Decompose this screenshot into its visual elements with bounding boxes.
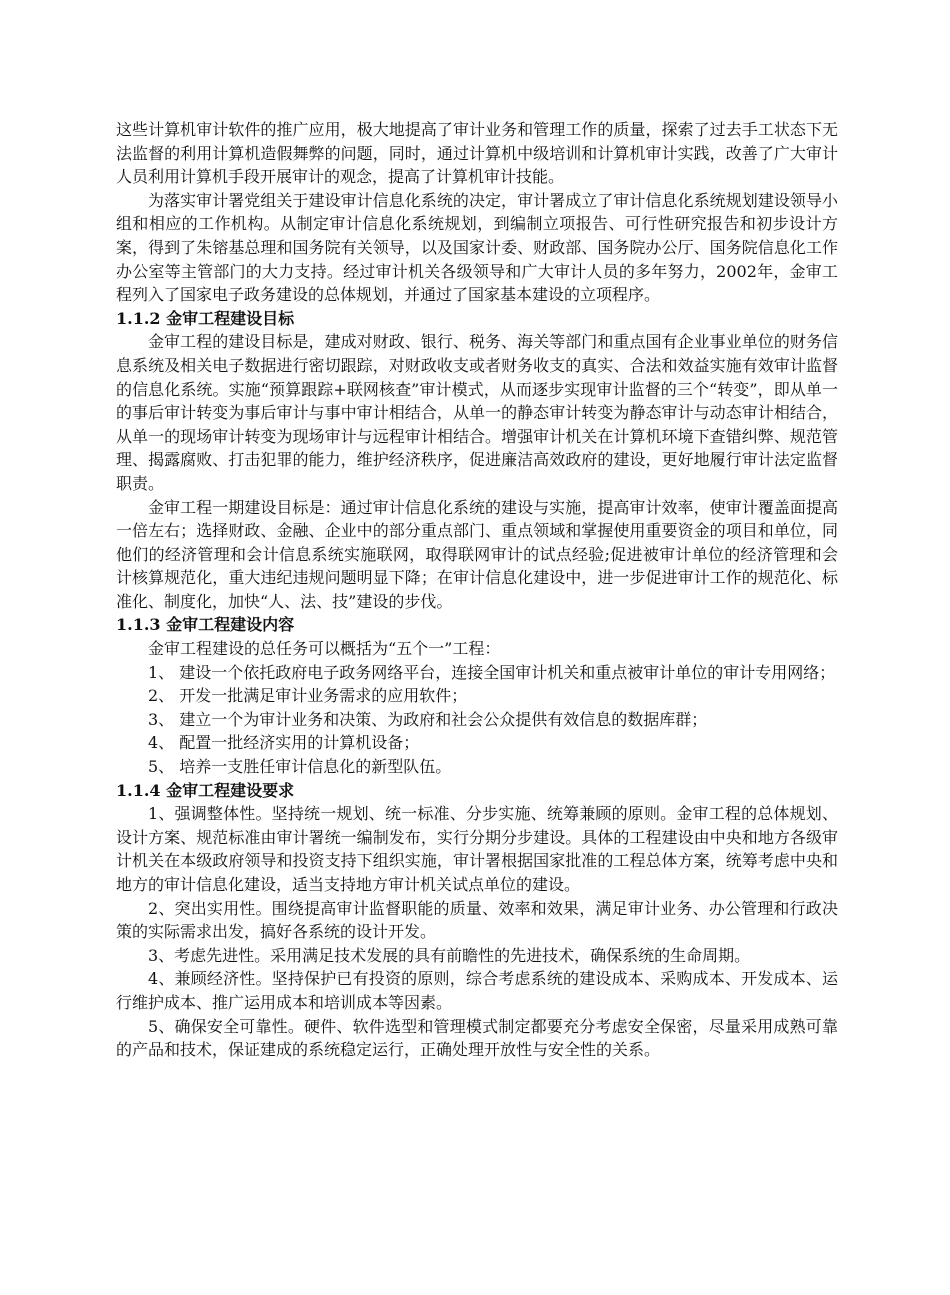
section-1-1-2-paragraph-1: 金审工程的建设目标是，建成对财政、银行、税务、海关等部门和重点国有企业事业单位的财务信息系统及相关电子数据进行密切跟踪，对财政收支或者财务收支的真实、合法和效益实施有效审计监督的信息化系统。实施“预算跟踪+联网核查”审计模式，从而逐步实现审计监督的三个“转变”，即从单一的事后审计转变为事后审计与事中审计相结合，从单一的静态审计转变为静态审计与动态审计相结合，从单一的现场审计转变为现场审计与远程审计相结合。增强审计机关在计算机环境下查错纠弊、规范管理、揭露腐败、打击犯罪的能力，维护经济秩序，促进廉洁高效政府的建设，更好地履行审计法定监督职责。 bbox=[116, 332, 838, 493]
section-heading-1-1-3: 1.1.3 金审工程建设内容 bbox=[116, 615, 295, 635]
intro-paragraph-2: 为落实审计署党组关于建设审计信息化系统的决定，审计署成立了审计信息化系统规划建设领导小组和相应的工作机构。从制定审计信息化系统规划，到编制立项报告、可行性研究报告和初步设计方案，得到了朱镕基总理和国务院有关领导，以及国家计委、财政部、国务院办公厅、国务院信息化工作办公室等主管部门的大力支持。经过审计机关各级领导和广大审计人员的多年努力，2002年，金审工程列入了国家电子政务建设的总体规划，并通过了国家基本建设的立项程序。 bbox=[116, 190, 838, 305]
requirement-paragraph-4: 4、兼顾经济性。坚持保护已有投资的原则，综合考虑系统的建设成本、采购成本、开发成本、运行维护成本、推广运用成本和培训成本等因素。 bbox=[116, 969, 838, 1012]
requirement-paragraph-1: 1、强调整体性。坚持统一规划、统一标准、分步实施、统筹兼顾的原则。金审工程的总体规划、设计方案、规范标准由审计署统一编制发布，实行分期分步建设。具体的工程建设由中央和地方各级审计机关在本级政府领导和投资支持下组织实施，审计署根据国家批准的工程总体方案，统筹考虑中央和地方的审计信息化建设，适当支持地方审计机关试点单位的建设。 bbox=[116, 804, 838, 894]
list-item: 1、 建设一个依托政府电子政务网络平台，连接全国审计机关和重点被审计单位的审计专用网络； bbox=[148, 662, 836, 682]
list-item: 2、 开发一批满足审计业务需求的应用软件； bbox=[148, 686, 468, 706]
requirement-paragraph-5: 5、确保安全可靠性。硬件、软件选型和管理模式制定都要充分考虑安全保密，尽量采用成熟可靠的产品和技术，保证建成的系统稳定运行，正确处理开放性与安全性的关系。 bbox=[116, 1016, 838, 1060]
intro-paragraph-1: 这些计算机审计软件的推广应用，极大地提高了审计业务和管理工作的质量，探索了过去手工状态下无法监督的利用计算机造假舞弊的问题，同时，通过计算机中级培训和计算机审计实践，改善了广大审计人员利用计算机手段开展审计的观念，提高了计算机审计技能。 bbox=[116, 120, 838, 187]
requirement-paragraph-3: 3、考虑先进性。采用满足技术发展的具有前瞻性的先进技术，确保系统的生命周期。 bbox=[148, 945, 751, 965]
section-heading-1-1-4: 1.1.4 金审工程建设要求 bbox=[116, 780, 295, 800]
section-1-1-2-paragraph-2: 金审工程一期建设目标是：通过审计信息化系统的建设与实施，提高审计效率，使审计覆盖面提高一倍左右；选择财政、金融、企业中的部分重点部门、重点领域和掌握使用重要资金的项目和单位，同他们的经济管理和会计信息系统实施联网，取得联网审计的试点经验;促进被审计单位的经济管理和会计核算规范化，重大违纪违规问题明显下降；在审计信息化建设中，进一步促进审计工作的规范化、标准化、制度化，加快“人、法、技”建设的步伐。 bbox=[116, 497, 838, 611]
list-item: 3、 建立一个为审计业务和决策、为政府和社会公众提供有效信息的数据库群； bbox=[148, 709, 708, 729]
section-1-1-3-lead: 金审工程建设的总任务可以概括为“五个一”工程： bbox=[148, 639, 501, 659]
list-item: 5、 培养一支胜任审计信息化的新型队伍。 bbox=[148, 757, 452, 777]
document-page bbox=[116, 118, 838, 1062]
list-item: 4、 配置一批经济实用的计算机设备； bbox=[148, 733, 420, 753]
section-heading-1-1-2: 1.1.2 金审工程建设目标 bbox=[116, 308, 295, 328]
requirement-paragraph-2: 2、突出实用性。围绕提高审计监督职能的质量、效率和效果，满足审计业务、办公管理和行政决策的实际需求出发，搞好各系统的设计开发。 bbox=[116, 898, 838, 942]
